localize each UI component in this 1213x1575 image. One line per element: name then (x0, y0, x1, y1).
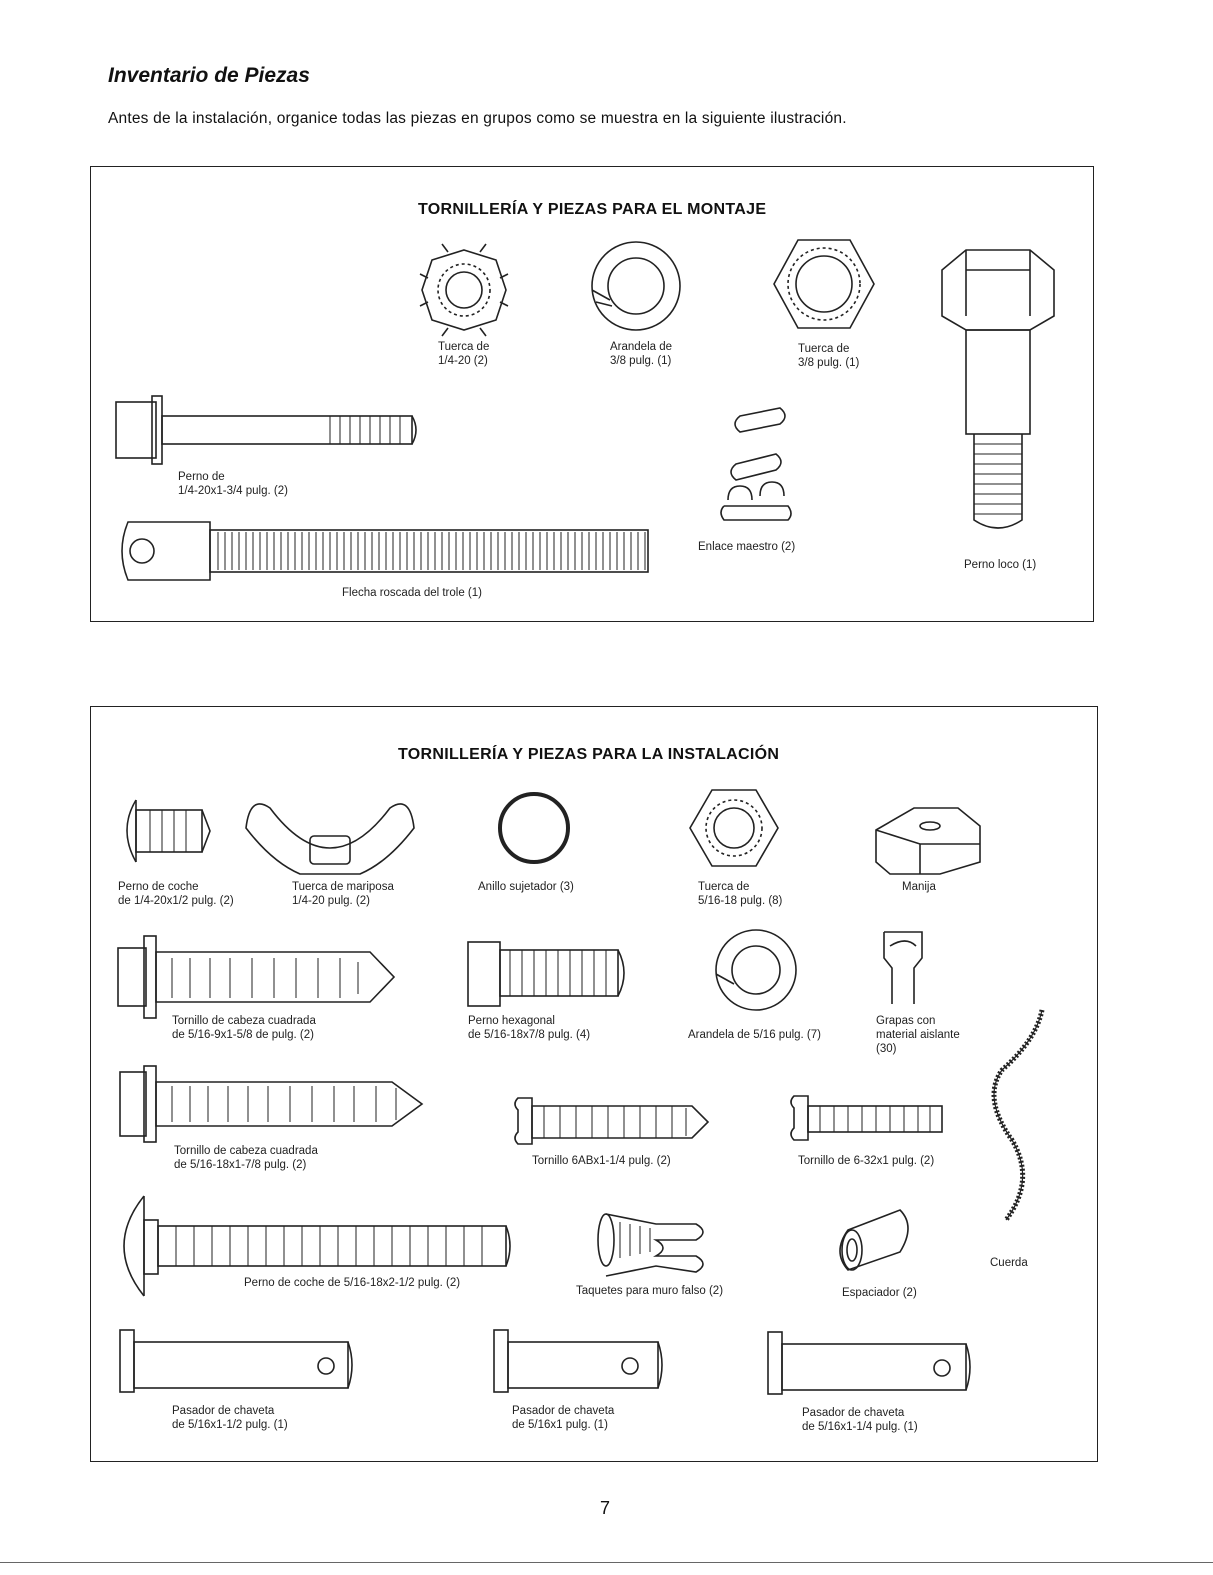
wing-nut-label: Tuerca de mariposa 1/4-20 pulg. (2) (292, 881, 394, 907)
staple-label: Grapas con material aislante (30) (876, 1015, 960, 1055)
handle-icon (876, 808, 980, 874)
hex-bolt-label: Perno hexagonal de 5/16-18x7/8 pulg. (4) (468, 1015, 591, 1041)
hex-nut-label: Tuerca de 3/8 pulg. (1) (798, 343, 860, 369)
mounting-heading: TORNILLERÍA Y PIEZAS PARA EL MONTAJE (418, 201, 767, 218)
drywall-anchor-icon (598, 1214, 703, 1276)
clevis-pin-label: Pasador de chaveta de 5/16x1 pulg. (1) (512, 1405, 615, 1431)
idler-bolt-icon (942, 250, 1054, 528)
threaded-shaft-icon (122, 522, 648, 580)
lag-screw-label: Tornillo de cabeza cuadrada de 5/16-9x1-5/8 de pulg. (2) (172, 1015, 316, 1041)
lag-screw-label: Tornillo de cabeza cuadrada de 5/16-18x1-7/8 pulg. (2) (174, 1145, 318, 1171)
screw-6ab-label: Tornillo 6ABx1-1/4 pulg. (2) (532, 1155, 671, 1167)
hex-bolt-icon (468, 942, 624, 1006)
rope-icon (994, 1010, 1042, 1220)
master-link-label: Enlace maestro (2) (698, 541, 796, 553)
hex-nut-label: Tuerca de 5/16-18 pulg. (8) (698, 881, 783, 907)
clevis-pin-label: Pasador de chaveta de 5/16x1-1/4 pulg. (1) (802, 1407, 918, 1433)
bolt-label: Perno de 1/4-20x1-3/4 pulg. (2) (178, 471, 288, 497)
retaining-ring-label: Anillo sujetador (3) (478, 881, 574, 893)
handle-label: Manija (902, 881, 936, 893)
installation-heading: TORNILLERÍA Y PIEZAS PARA LA INSTALACIÓN (398, 746, 780, 763)
lock-washer-label: Arandela de 3/8 pulg. (1) (610, 341, 673, 367)
lag-screw-icon (120, 1066, 422, 1142)
page-number: 7 (600, 1498, 611, 1518)
lock-nut-icon (420, 244, 508, 336)
lag-screw-icon (118, 936, 394, 1018)
wing-nut-icon (246, 804, 414, 874)
washer-label: Arandela de 5/16 pulg. (7) (688, 1029, 821, 1041)
spacer-icon (840, 1210, 908, 1270)
intro-text: Antes de la instalación, organice todas las piezas en grupos como se muestra en la siguiente ilustración. (108, 110, 847, 127)
lock-washer-icon (716, 930, 796, 1010)
clevis-pin-icon (768, 1332, 970, 1394)
drywall-anchor-label: Taquetes para muro falso (2) (576, 1285, 724, 1297)
hex-bolt-icon (116, 396, 416, 464)
screw-icon (515, 1098, 708, 1144)
clevis-pin-icon (494, 1330, 662, 1392)
hex-nut-icon (690, 790, 778, 866)
spacer-label: Espaciador (2) (842, 1287, 917, 1299)
hex-nut-icon (774, 240, 874, 328)
carriage-bolt-long-label: Perno de coche de 5/16-18x2-1/2 pulg. (2) (244, 1277, 461, 1289)
lock-nut-label: Tuerca de 1/4-20 (2) (438, 341, 490, 367)
page-title: Inventario de Piezas (108, 64, 310, 87)
screw-icon (791, 1096, 942, 1140)
footer-divider (0, 1562, 1213, 1563)
master-link-icon (721, 408, 791, 520)
idler-bolt-label: Perno loco (1) (964, 559, 1037, 571)
rope-label: Cuerda (990, 1257, 1028, 1269)
clevis-pin-icon (120, 1330, 352, 1392)
retaining-ring-icon (500, 794, 568, 862)
threaded-shaft-label: Flecha roscada del trole (1) (342, 587, 482, 599)
carriage-bolt-label: Perno de coche de 1/4-20x1/2 pulg. (2) (118, 881, 234, 907)
carriage-bolt-icon (127, 800, 210, 862)
clevis-pin-label: Pasador de chaveta de 5/16x1-1/2 pulg. (1) (172, 1405, 288, 1431)
screw-6-32-label: Tornillo de 6-32x1 pulg. (2) (798, 1155, 935, 1167)
lock-washer-icon (592, 242, 680, 330)
insulated-staple-icon (884, 932, 922, 1004)
